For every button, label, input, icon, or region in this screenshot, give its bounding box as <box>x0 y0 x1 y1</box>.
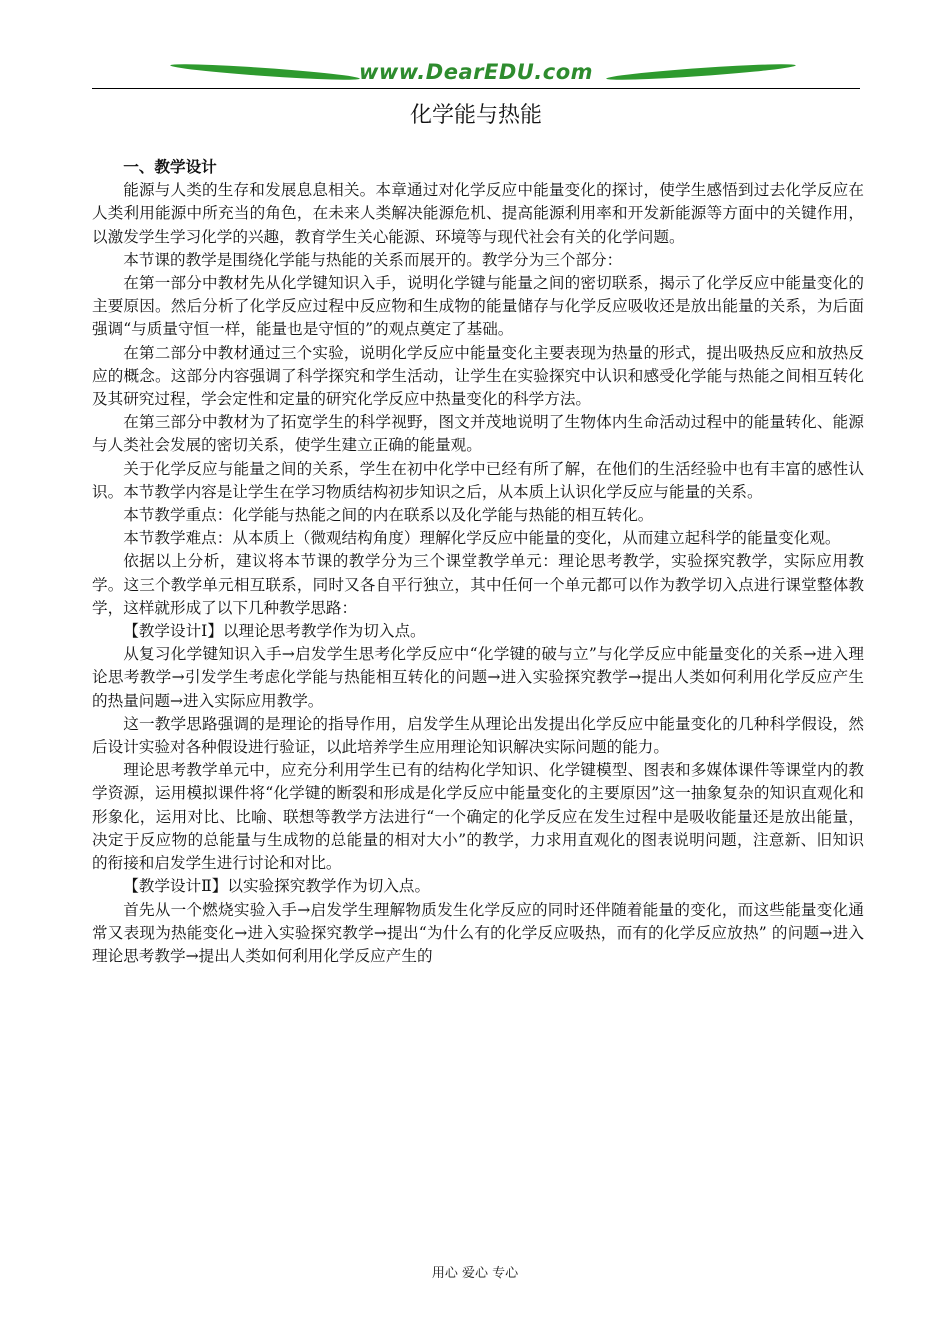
paragraph: 在第一部分中教材先从化学键知识入手，说明化学键与能量之间的密切联系，揭示了化学反应中能量变化的主要原因。然后分析了化学反应过程中反应物和生成物的能量储存与化学反应吸收还是放出能量的关系，为后面强调“与质量守恒一样，能量也是守恒的”的观点奠定了基础。 <box>92 274 864 339</box>
paragraph: 关于化学反应与能量之间的关系，学生在初中化学中已经有所了解，在他们的生活经验中也有丰富的感性认识。本节教学内容是让学生在学习物质结构初步知识之后，从本质上认识化学反应与能量的关系。 <box>92 459 864 501</box>
document-title: 化学能与热能 <box>409 103 542 128</box>
paragraph: 能源与人类的生存和发展息息相关。本章通过对化学反应中能量变化的探讨，使学生感悟到过去化学反应在人类利用能源中所充当的角色，在未来人类解决能源危机、提高能源利用率和开发新能源等方面中的关键作用，以激发学生学习化学的兴趣，教育学生关心能源、环境等与现代社会有关的化学问题。 <box>92 181 864 246</box>
paragraph: 首先从一个燃烧实验入手→启发学生理解物质发生化学反应的同时还伴随着能量的变化，而这些能量变化通常又表现为热能变化→进入实验探究教学→提出“为什么有的化学反应吸热，而有的化学反应放热” 的问题→进入理论思考教学→提出人类如何利用化学反应产生的 <box>92 900 864 965</box>
paragraph: 依据以上分析，建议将本节课的教学分为三个课堂教学单元：理论思考教学，实验探究教学，实际应用教学。这三个教学单元相互联系，同时又各自平行独立，其中任何一个单元都可以作为教学切入点进行课堂整体教学，这样就形成了以下几种教学思路： <box>92 552 864 617</box>
site-logo: www.DearEDU.com <box>358 60 594 84</box>
paragraph: 【教学设计Ⅰ】以理论思考教学作为切入点。 <box>123 622 426 641</box>
paragraph: 本节课的教学是围绕化学能与热能的关系而展开的。教学分为三个部分： <box>123 250 623 269</box>
header-divider <box>92 88 860 89</box>
paragraph: 本节教学难点：从本质上（微观结构角度）理解化学反应中能量的变化，从而建立起科学的能量变化观。 <box>123 529 841 548</box>
paragraph: 【教学设计Ⅱ】以实验探究教学作为切入点。 <box>123 877 431 896</box>
paragraph: 在第三部分中教材为了拓宽学生的科学视野，图文并茂地说明了生物体内生命活动过程中的能量转化、能源与人类社会发展的密切关系，使学生建立正确的能量观。 <box>92 413 864 455</box>
paragraph: 在第二部分中教材通过三个实验，说明化学反应中能量变化主要表现为热量的形式，提出吸热反应和放热反应的概念。这部分内容强调了科学探究和学生活动，让学生在实验探究中认识和感受化学能与热能之间相互转化及其研究过程，学会定性和定量的研究化学反应中热量变化的科学方法。 <box>92 343 864 409</box>
page-footer: 用心 爱心 专心 <box>431 1266 519 1281</box>
document-body <box>92 156 864 968</box>
paragraph: 本节教学重点：化学能与热能之间的内在联系以及化学能与热能的相互转化。 <box>123 506 654 525</box>
site-header <box>92 58 860 90</box>
paragraph: 这一教学思路强调的是理论的指导作用，启发学生从理论出发提出化学反应中能量变化的几种科学假设，然后设计实验对各种假设进行验证，以此培养学生应用理论知识解决实际问题的能力。 <box>92 714 864 757</box>
paragraph: 理论思考教学单元中，应充分利用学生已有的结构化学知识、化学键模型、图表和多媒体课件等课堂内的教学资源，运用模拟课件将“化学键的断裂和形成是化学反应中能量变化的主要原因”这一抽象复杂的知识直观化和形象化，运用对比、比喻、联想等教学方法进行“一个确定的化学反应在发生过程中是吸收能量还是放出能量，决定于反应物的总能量与生成物的总能量的相对大小”的教学，力求用直观化的图表说明问题，注意新、旧知识的衔接和启发学生进行讨论和对比。 <box>92 761 864 873</box>
section-heading: 一、教学设计 <box>123 158 217 176</box>
paragraph: 从复习化学键知识入手→启发学生思考化学反应中“化学键的破与立”与化学反应中能量变化的关系→进入理论思考教学→引发学生考虑化学能与热能相互转化的问题→进入实验探究教学→提出人类如何利用化学反应产生的热量问题→进入实际应用教学。 <box>92 645 864 710</box>
